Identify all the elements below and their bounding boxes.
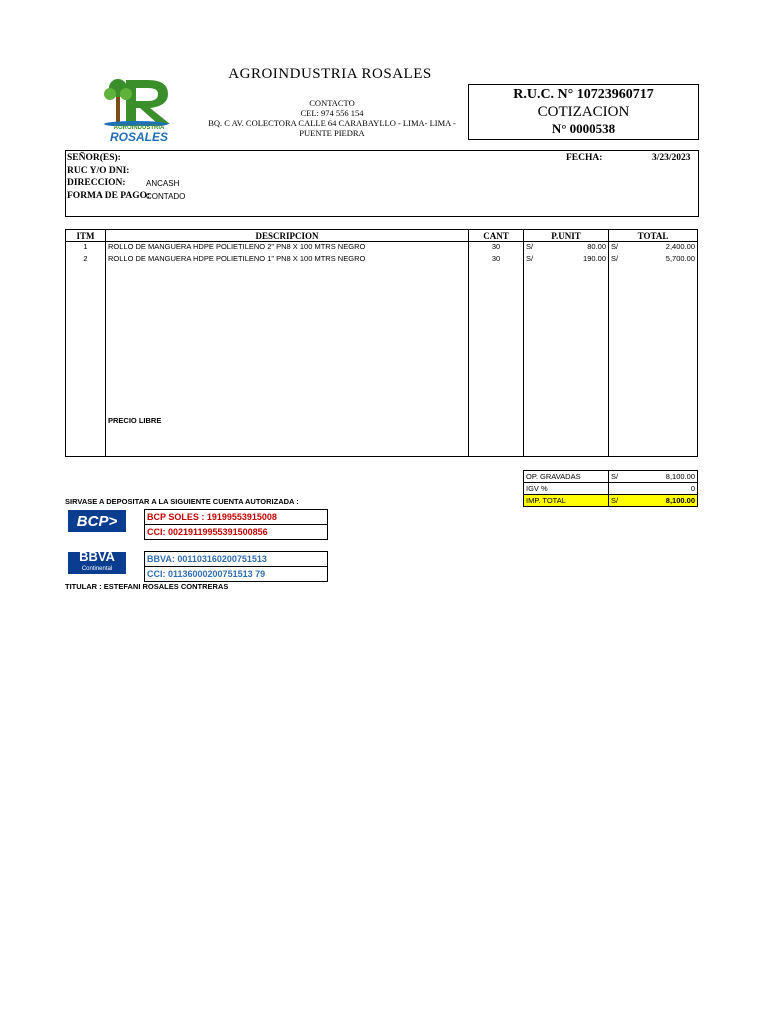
table-row [66, 242, 698, 255]
total-value: 8,100.00 [637, 495, 698, 507]
totals-gravadas-row [524, 471, 698, 483]
row-cant: 30 [469, 242, 524, 255]
table-note-row [66, 416, 698, 428]
contact-title: CONTACTO [309, 98, 355, 108]
address-line-2: PUENTE PIEDRA [299, 128, 365, 138]
client-ruc-label: RUC Y/O DNI: [67, 166, 130, 176]
row-punit: 190.00 [554, 254, 609, 266]
totals-table [523, 470, 698, 507]
gravadas-label: OP. GRAVADAS [524, 471, 609, 483]
client-address-value: ANCASH [146, 179, 180, 188]
document-type: COTIZACION [537, 104, 630, 120]
bbva-logo [68, 549, 126, 574]
date-label: FECHA: [566, 153, 603, 163]
bbva-logo-text: BBVA [79, 549, 115, 564]
bbva-account: BBVA: 001103160200751513 [147, 554, 267, 564]
ruc-number: R.U.C. N° 10723960717 [513, 87, 654, 102]
row-total: 5,700.00 [637, 254, 698, 266]
logo-top-text: AGROINDUSTRIA [113, 125, 165, 131]
table-row [66, 254, 698, 266]
bbva-cci: CCI: 01136000200751513 79 [145, 566, 327, 581]
total-label: IMP. TOTAL [524, 495, 609, 507]
contact-block [190, 98, 474, 138]
items-table [65, 229, 698, 457]
client-name-label: SEÑOR(ES): [67, 153, 121, 163]
row-description: ROLLO DE MANGUERA HDPE POLIETILENO 1" PN8 X 100 MTRS NEGRO [106, 254, 469, 266]
total-currency: S/ [609, 495, 637, 507]
company-name: AGROINDUSTRIA ROSALES [228, 66, 432, 82]
row-total-currency: S/ [609, 242, 637, 255]
igv-label: IGV % [524, 483, 609, 495]
bbva-account-box [144, 551, 328, 582]
col-header-total: TOTAL [609, 230, 698, 242]
row-punit: 80.00 [554, 242, 609, 255]
igv-value: 0 [637, 483, 698, 495]
row-punit-currency: S/ [524, 254, 554, 266]
deposit-instructions: SIRVASE A DEPOSITAR A LA SIGUIENTE CUENTA AUTORIZADA : [65, 497, 299, 506]
row-description: ROLLO DE MANGUERA HDPE POLIETILENO 2" PN8 X 100 MTRS NEGRO [106, 242, 469, 255]
bcp-account-box [144, 509, 328, 540]
bcp-account: BCP SOLES : 19199553915008 [147, 512, 277, 522]
date-value: 3/23/2023 [652, 153, 691, 163]
document-id-box [468, 84, 699, 140]
company-logo [96, 74, 182, 144]
client-address-label: DIRECCION: [67, 178, 126, 188]
col-header-punit: P.UNIT [524, 230, 609, 242]
address-line-1: BQ. C AV. COLECTORA CALLE 64 CARABAYLLO - LIMA- LIMA - [208, 118, 456, 128]
gravadas-value: 8,100.00 [637, 471, 698, 483]
table-spacer-row [66, 266, 698, 416]
col-header-descripcion: DESCRIPCION [106, 230, 469, 242]
bcp-logo: BCP> [68, 510, 126, 532]
bcp-cci: CCI: 00219119955391500856 [145, 524, 327, 539]
row-cant: 30 [469, 254, 524, 266]
contact-phone: CEL: 974 556 154 [300, 108, 364, 118]
row-total-currency: S/ [609, 254, 637, 266]
row-itm: 1 [66, 242, 106, 255]
totals-igv-row [524, 483, 698, 495]
payment-form-label: FORMA DE PAGO: [67, 191, 151, 201]
row-punit-currency: S/ [524, 242, 554, 255]
document-number: N° 0000538 [551, 121, 616, 136]
bbva-logo-subtext: Continental [81, 566, 113, 572]
col-header-cant: CANT [469, 230, 524, 242]
client-info-box [65, 150, 699, 217]
col-header-itm: ITM [66, 230, 106, 242]
table-header-row [66, 230, 698, 242]
account-holder: TITULAR : ESTEFANI ROSALES CONTRERAS [65, 582, 229, 591]
row-total: 2,400.00 [637, 242, 698, 255]
payment-form-value: CONTADO [146, 192, 186, 201]
table-bottom-row [66, 428, 698, 457]
price-note: PRECIO LIBRE [106, 416, 469, 428]
logo-bottom-text: ROSALES [109, 130, 168, 144]
totals-total-row [524, 495, 698, 507]
gravadas-currency: S/ [609, 471, 637, 483]
rosales-logo-icon [96, 74, 182, 126]
row-itm: 2 [66, 254, 106, 266]
